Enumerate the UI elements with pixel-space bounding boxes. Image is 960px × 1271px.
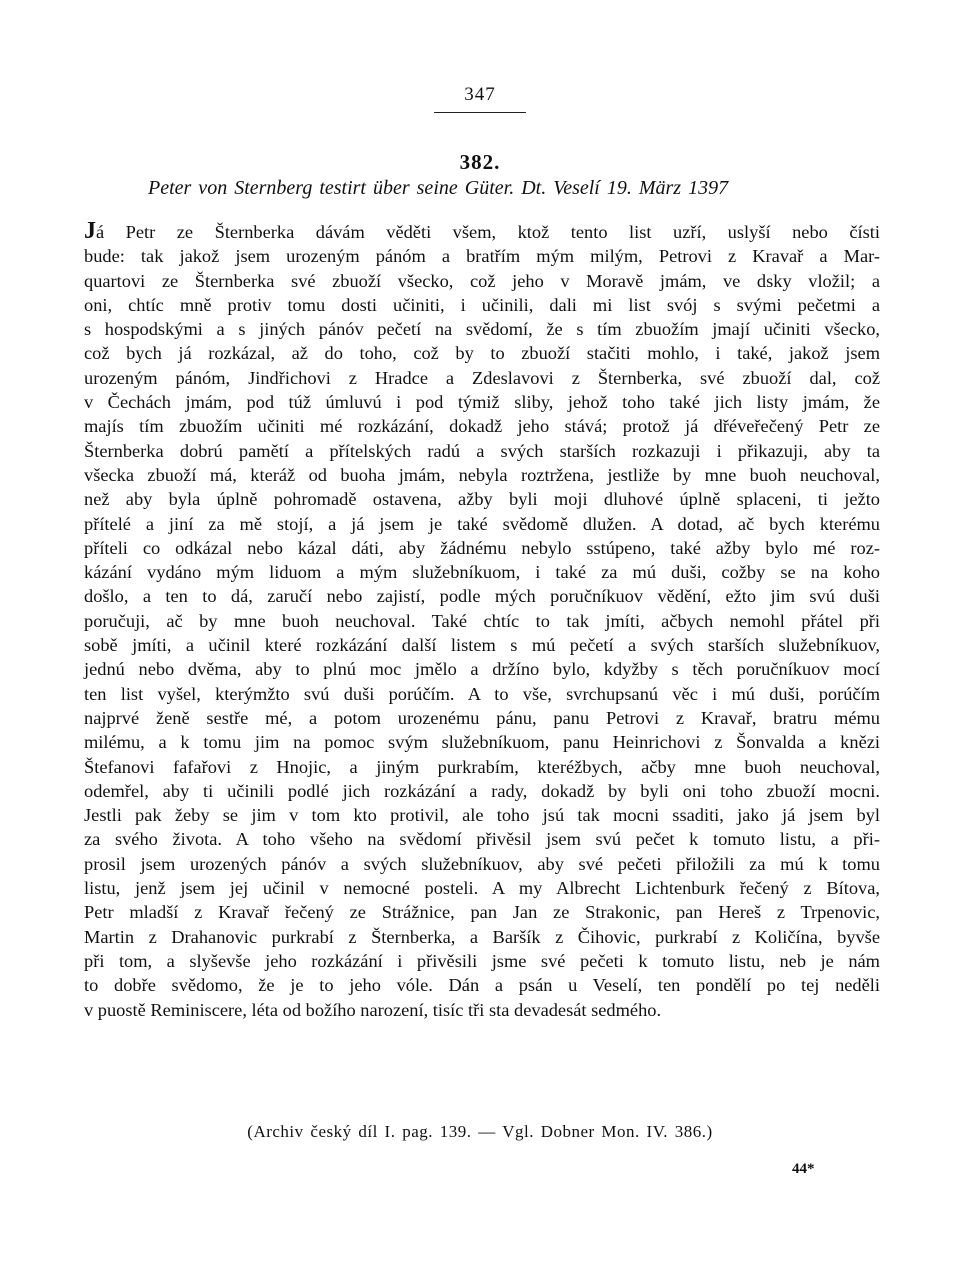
document-number: 382. (459, 150, 501, 174)
text-line-content: á Petr ze Šternberka dávám věděti všem, ktož tento list uzří, uslyší nebo čísti (96, 222, 880, 242)
text-line: odemřel, aby ti učinili podlé jich rozkázání a rady, dokadž by byli oni toho zbuoží mocni. (84, 780, 880, 801)
text-line: Martin z Drahanovic purkrabí z Šternberka, a Baršík z Čihovic, purkrabí z Količína, byvše (84, 926, 880, 947)
page-number: 347 (464, 84, 496, 105)
text-line: za svého života. A toho všeho na svědomí přivěsil jsem svú pečet k tomuto listu, a při- (84, 829, 880, 850)
text-line: oni, chtíc mně protiv tomu dosti učiniti, i učinili, dali mi list svój s svými pečetmi a (84, 294, 880, 315)
text-line: quartovi ze Šternberka své zbuoží všecko, což jeho v Moravě jmám, ve dsky vložil; a (84, 270, 880, 291)
text-line: prosil jsem urozených pánóv a svých služebníkuov, aby své pečeti přiložili za mú k tomu (84, 853, 880, 874)
text-line: listu, jenž jsem jej učinil v nemocné posteli. A my Albrecht Lichtenburk řečený z Bítova, (84, 878, 880, 899)
text-line: všecka zbuoží má, kteráž od buoha jmám, nebyla roztržena, jestliže by mne buoh neuchoval, (84, 464, 880, 485)
document-body (84, 220, 880, 1022)
source-note: (Archiv český díl I. pag. 139. — Vgl. Dobner Mon. IV. 386.) (247, 1122, 713, 1141)
text-line: sobě jmíti, a učinil které rozkázání další listem s mú pečetí a svých starších služebníkuov, (84, 635, 880, 656)
text-line: poručuji, ač by mne buoh neuchoval. Také chtíc to tak jmíti, ačbych nemohl přátel při (84, 610, 880, 631)
text-line: s hospodskými a s jiných pánóv pečetí na svědomí, že s tím zbuožím jmají učiniti všecko, (84, 319, 880, 340)
text-line: najprvé ženě sestře mé, a potom urozenému pánu, panu Petrovi z Kravař, bratru mému (84, 707, 880, 728)
text-line (84, 220, 880, 244)
text-line: při tom, a slyševše jeho rozkázání i přivěsili jsme své pečeti k tomuto listu, neb je nám (84, 950, 880, 971)
text-line: milému, a k tomu jim na pomoc svým služebníkuom, panu Heinrichovi z Šonvalda a knězi (84, 732, 880, 753)
text-line: to dobře svědomo, že je to jeho vóle. Dán a psán u Veselí, ten pondělí po tej neděli (84, 975, 880, 996)
text-line: Jestli pak žeby se jim v tom kto protivil, ale toho jsú tak mocni ssaditi, jako já jsem byl (84, 805, 880, 826)
signature-mark: 44* (792, 1161, 815, 1177)
text-line: jednú nebo dvěma, aby to plnú moc jmělo a držíno bylo, kdyžby s těch poručníkuov mocí (84, 659, 880, 680)
text-line: v Čechách jmám, pod túž úmluvú i pod týmiž sliby, jehož toho také jich listy jmám, že (84, 392, 880, 413)
text-line: ten list vyšel, kterýmžto svú duši porúčím. A to vše, svrchupsanú věc i mú duši, porúčím (84, 683, 880, 704)
text-line: příteli co odkázal nebo kázal dáti, aby žádnému nebylo sstúpeno, také ažby bylo mé roz- (84, 537, 880, 558)
text-line: urozeným pánóm, Jindřichovi z Hradce a Zdeslavovi z Šternberka, své zbuoží dal, což (84, 367, 880, 388)
text-line: Štefanovi fafařovi z Hnojic, a jiným purkrabím, kteréžbych, ačby mne buoh neuchoval, (84, 756, 880, 777)
text-line: v puostě Reminiscere, léta od božího narození, tisíc tři sta devadesát sedmého. (84, 999, 662, 1020)
text-line: majís tím zbuožím učiniti mé rozkázání, dokadž jeho stává; protož já dřéveřečený Petr ze (84, 416, 880, 437)
text-line: bude: tak jakož jsem urozeným pánóm a bratřím mým milým, Petrovi z Kravař a Mar- (84, 246, 880, 267)
text-line: Šternberka dobrú pamětí a přítelských radú a svých starších rozkazuji i přikazuji, aby ta (84, 440, 880, 461)
page-number-rule (434, 112, 526, 113)
document-heading: Peter von Sternberg testirt über seine Güter. Dt. Veselí 19. März 1397 (148, 177, 729, 199)
text-line: Petr mladší z Kravař řečený ze Strážnice, pan Jan ze Strakonic, pan Hereš z Trpenovic, (84, 902, 880, 923)
text-line: přítelé a jiní za mě stojí, a já jsem je také svědomě dlužen. A dotad, ač bych kterému (84, 513, 880, 534)
text-line: což bych já rozkázal, až do toho, což by to zbuoží stačiti mohlo, i také, jakož jsem (84, 343, 880, 364)
initial-letter: J (84, 218, 96, 244)
text-line: než aby byla úplně pohromadě ostavena, ažby byli moji dluhové úplně splaceni, ti ježto (84, 489, 880, 510)
text-line: došlo, a ten to dá, zaručí nebo zajistí, podle mých poručníkuov vědění, ežto jim svú duši (84, 586, 880, 607)
text-line: kázání vydáno mým liduom a mým služebníkuom, i také za mú duši, cožby se na koho (84, 562, 880, 583)
